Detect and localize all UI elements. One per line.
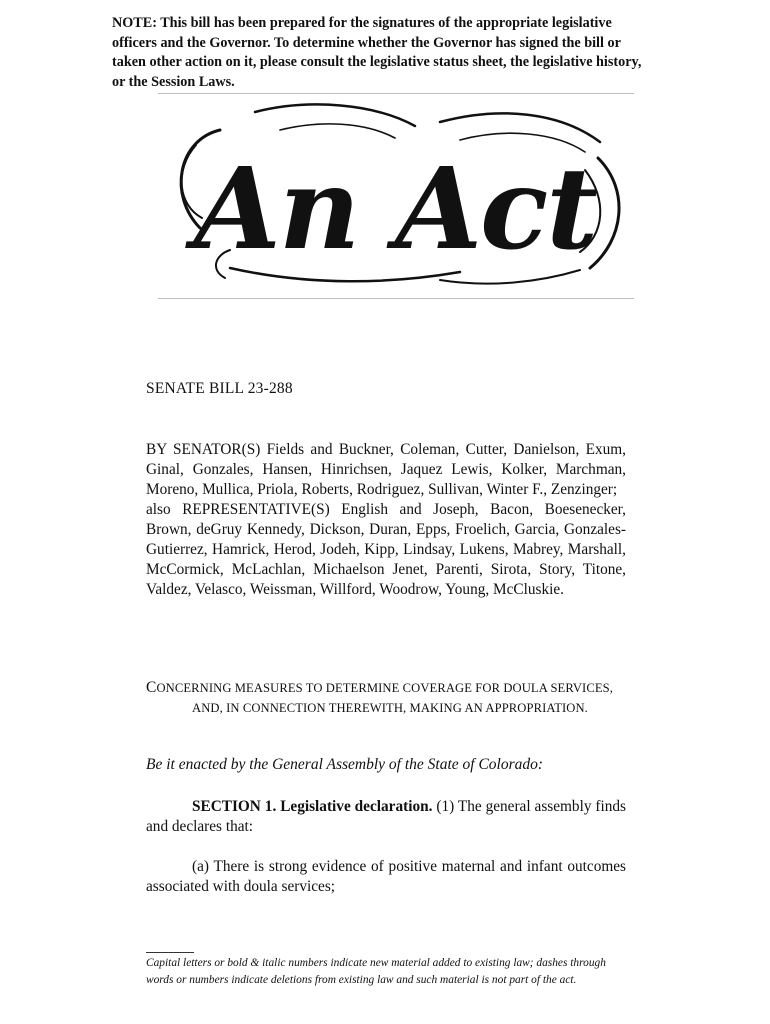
top-divider [158, 93, 634, 94]
section-1-item-a [146, 857, 626, 897]
house-sponsors: also REPRESENTATIVE(S) English and Joseph, Bacon, Boesenecker, Brown, deGruy Kennedy, Dickson, Duran, Epps, Froelich, Garcia, Gonzales-Gutierrez, Hamrick, Herod, Jodeh, Kipp, Lindsay, Lukens, Mabrey, Marshall, McCormick, McLachlan, Michaelson Jenet, Parenti, Sirota, Story, Titone, Valdez, Velasco, Weissman, Willford, Woodrow, Young, McCluskie. [146, 501, 626, 598]
sponsors-block [146, 440, 626, 600]
concerning-line-1: ONCERNING MEASURES TO DETERMINE COVERAGE FOR DOULA SERVICES, [156, 681, 613, 695]
item-a-text: (a) There is strong evidence of positive maternal and infant outcomes associated with doula services; [146, 858, 626, 895]
banner-divider [158, 298, 634, 299]
concerning-initial: C [146, 679, 157, 696]
concerning-line-2: AND, IN CONNECTION THEREWITH, MAKING AN APPROPRIATION. [192, 701, 588, 715]
section-1-heading: SECTION 1. Legislative declaration. [192, 798, 433, 815]
section-1-text: (1) The general assembly finds and declares that: [146, 798, 626, 835]
footnote: Capital letters or bold & italic numbers indicate new material added to existing law; dashes through words or numbers indicate deletions from existing law and such material is not part of the act. [146, 957, 606, 986]
signature-note: NOTE: This bill has been prepared for the signatures of the appropriate legislative officers and the Governor. To determine whether the Governor has signed the bill or taken other action on it, please consult the legislative status sheet, the legislative history, or the Session Laws. [112, 15, 642, 90]
an-act-title: An Act [193, 144, 597, 275]
footnote-divider [146, 952, 194, 953]
enacting-clause: Be it enacted by the General Assembly of the State of Colorado: [146, 756, 544, 773]
senate-sponsors: BY SENATOR(S) Fields and Buckner, Coleman, Cutter, Danielson, Exum, Ginal, Gonzales, Hansen, Hinrichsen, Jaquez Lewis, Kolker, Marchman, Moreno, Mullica, Priola, Roberts, Rodriguez, Sullivan, Winter F., Zenzinger; [146, 441, 626, 498]
section-1-paragraph [146, 797, 626, 837]
bill-number: SENATE BILL 23-288 [146, 380, 293, 397]
concerning-clause [146, 678, 628, 718]
an-act-banner [160, 100, 630, 290]
